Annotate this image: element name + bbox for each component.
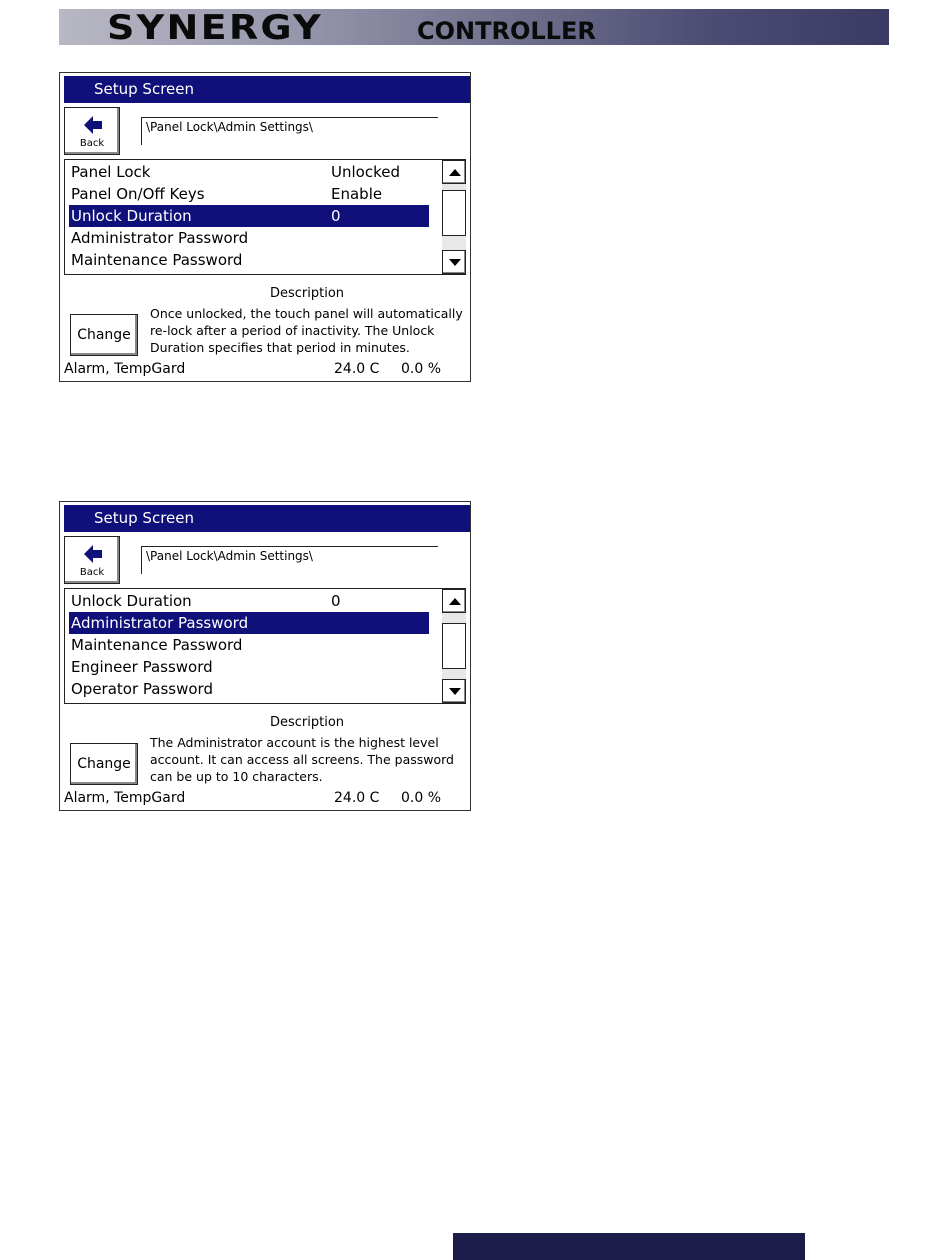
triangle-up-icon [449, 598, 461, 605]
list-item-value: Enable [331, 185, 383, 203]
status-bar [64, 788, 464, 808]
triangle-down-icon [449, 688, 461, 695]
status-temperature: 24.0 C [334, 361, 380, 377]
scroll-down-button[interactable] [442, 250, 466, 274]
arrow-left-icon [84, 116, 102, 134]
setup-screen-2 [59, 501, 471, 811]
list-item[interactable] [69, 590, 429, 612]
list-item-name: Maintenance Password [71, 251, 243, 269]
list-item[interactable] [69, 634, 429, 656]
status-percent: 0.0 % [401, 790, 442, 806]
list-item-name: Engineer Password [71, 658, 213, 676]
description-text: Once unlocked, the touch panel will automatically re-lock after a period of inactivity. The Unlock Duration specifies that period in minutes. [150, 306, 463, 355]
list-item[interactable] [69, 249, 429, 271]
description-text: The Administrator account is the highest level account. It can access all screens. The password can be up to 10 characters. [150, 735, 454, 784]
list-scrollbar[interactable] [442, 589, 466, 703]
change-button[interactable]: Change [70, 314, 138, 356]
status-bar [64, 359, 464, 379]
scroll-track[interactable] [442, 184, 466, 250]
list-item-value: 0 [331, 592, 341, 610]
scroll-up-button[interactable] [442, 589, 466, 613]
status-alarm: Alarm, TempGard [64, 361, 186, 377]
scroll-thumb[interactable] [442, 623, 466, 669]
list-item-name: Panel Lock [71, 163, 151, 181]
list-item-name: Administrator Password [71, 614, 249, 632]
triangle-up-icon [449, 169, 461, 176]
arrow-left-icon [84, 545, 102, 563]
list-scrollbar[interactable] [442, 160, 466, 274]
description-heading: Description [270, 286, 345, 301]
list-item[interactable] [69, 183, 429, 205]
status-alarm: Alarm, TempGard [64, 790, 186, 806]
back-button-label: Back [79, 567, 105, 578]
footer-bar [453, 1233, 805, 1260]
list-item-selected[interactable] [69, 205, 429, 227]
list-item-name: Unlock Duration [71, 592, 192, 610]
settings-list[interactable] [64, 588, 466, 704]
scroll-track[interactable] [442, 613, 466, 679]
status-percent: 0.0 % [401, 361, 442, 377]
scroll-up-button[interactable] [442, 160, 466, 184]
back-button[interactable] [64, 107, 120, 155]
settings-list[interactable] [64, 159, 466, 275]
list-item-name: Operator Password [71, 680, 213, 698]
header-banner [59, 9, 889, 45]
list-item-name: Panel On/Off Keys [71, 185, 205, 203]
setup-screen-1 [59, 72, 471, 382]
triangle-down-icon [449, 259, 461, 266]
list-item[interactable] [69, 161, 429, 183]
status-temperature: 24.0 C [334, 790, 380, 806]
list-item-name: Maintenance Password [71, 636, 243, 654]
scroll-thumb[interactable] [442, 190, 466, 236]
scroll-down-button[interactable] [442, 679, 466, 703]
description-heading: Description [270, 715, 345, 730]
path-breadcrumb: \Panel Lock\Admin Settings\ [141, 546, 438, 574]
change-button[interactable]: Change [70, 743, 138, 785]
list-item[interactable] [69, 227, 429, 249]
window-title: Setup Screen [64, 505, 470, 532]
list-item-selected[interactable] [69, 612, 429, 634]
brand-subtitle: CONTROLLER [417, 17, 596, 45]
back-button-label: Back [79, 138, 105, 149]
list-item-value: Unlocked [331, 163, 400, 181]
list-item-name: Administrator Password [71, 229, 249, 247]
list-item[interactable] [69, 678, 429, 700]
list-item[interactable] [69, 656, 429, 678]
path-breadcrumb: \Panel Lock\Admin Settings\ [141, 117, 438, 145]
window-title: Setup Screen [64, 76, 470, 103]
back-button[interactable] [64, 536, 120, 584]
list-item-name: Unlock Duration [71, 207, 192, 225]
list-item-value: 0 [331, 207, 341, 225]
brand-logo-text: SYNERGY [107, 9, 323, 45]
